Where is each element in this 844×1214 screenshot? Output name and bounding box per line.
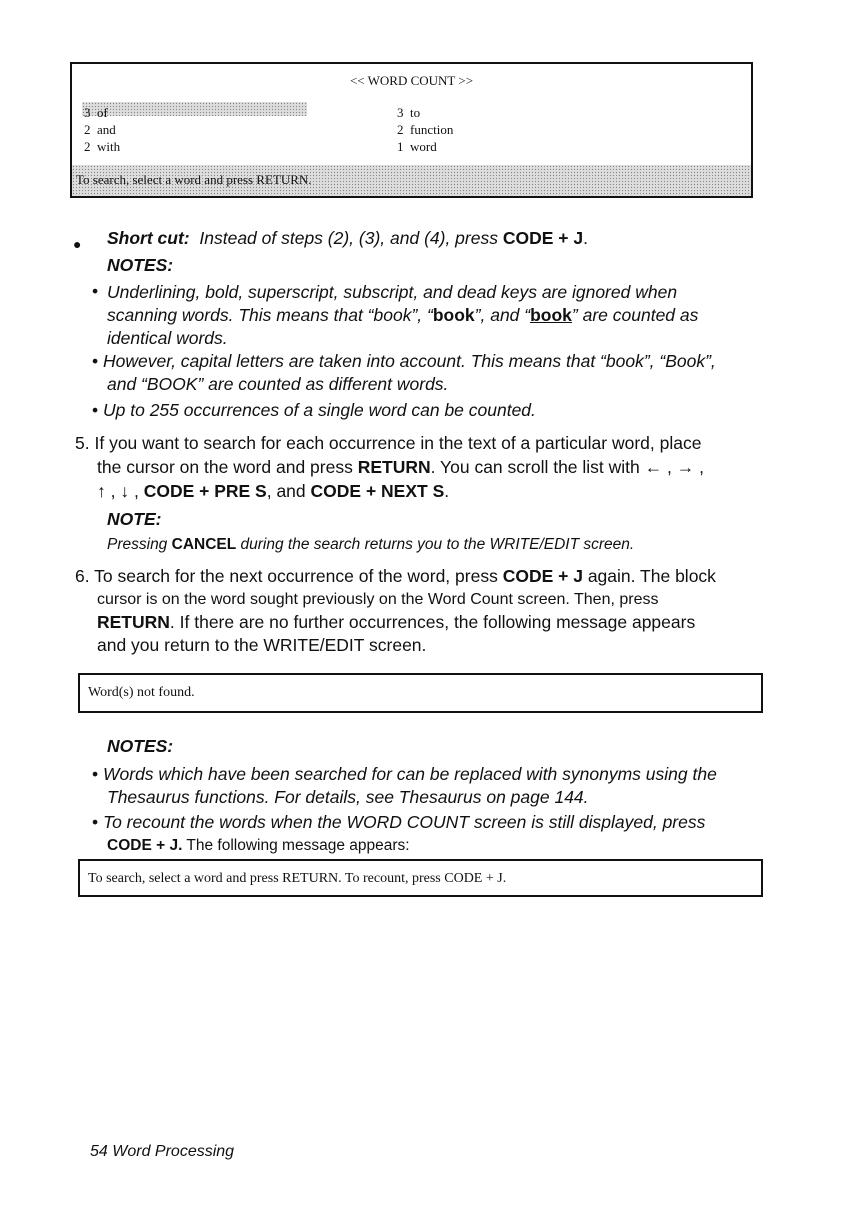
word-count-screen (70, 62, 753, 198)
message-box (78, 673, 763, 713)
step-6: 6. To search for the next occurrence of the word, press CODE + J again. The block cursor is on the word sought previously on the Word Count screen. Then, press RETURN. If there are no further occurrences, the following message appears and you return to the WRITE/EDIT screen. (75, 566, 716, 655)
word-row[interactable]: 2 function (397, 122, 454, 137)
page-footer: 54 Word Processing (90, 1143, 235, 1160)
notes-heading: NOTES: (107, 255, 174, 275)
word-row[interactable]: 1 word (397, 139, 437, 154)
status-bar (72, 165, 751, 196)
bullet: ● (73, 236, 82, 252)
shortcut-line: Short cut: Instead of steps (2), (3), and (4), press CODE + J. (107, 228, 588, 248)
note-item: • To recount the words when the WORD COUNT screen is still displayed, press CODE + J. The following message appears: (92, 812, 706, 854)
word-row[interactable]: 2 and (84, 122, 116, 137)
bullet: • (92, 281, 99, 301)
screen-title: << WORD COUNT >> (349, 73, 474, 88)
word-row[interactable]: 3 of (84, 105, 108, 120)
notes-heading-2: NOTES: (107, 736, 174, 756)
word-list-right (397, 104, 453, 155)
note-item: • Words which have been searched for can be replaced with synonyms using the Thesaurus functions. For details, see Thesaurus on page 144. (92, 764, 717, 807)
message-text: Word(s) not found. (88, 685, 195, 700)
word-list-left (84, 104, 120, 155)
note-text: Pressing CANCEL during the search returns you to the WRITE/EDIT screen. (107, 536, 635, 553)
word-row[interactable]: 2 with (84, 139, 121, 154)
note-item: • Up to 255 occurrences of a single word can be counted. (92, 400, 536, 420)
note-item: • However, capital letters are taken into account. This means that “book”, “Book”, and “BOOK” are counted as different words. (92, 351, 716, 394)
status-text: To search, select a word and press RETURN. (76, 172, 312, 187)
message-box-2 (78, 859, 763, 897)
notes-list: Underlining, bold, superscript, subscript, and dead keys are ignored when scanning words. This means that “book”, “book”, and “book” are counted as identical words. (107, 282, 699, 348)
word-row[interactable]: 3 to (397, 105, 421, 120)
step-5: 5. If you want to search for each occurrence in the text of a particular word, place the cursor on the word and press RETURN. You can scroll the list with ← , → , ↑ , ↓ , CODE + PRE S, and CODE + NEXT S. (75, 433, 704, 501)
note-heading: NOTE: (107, 509, 162, 529)
message-text: To search, select a word and press RETURN. To recount, press CODE + J. (88, 871, 507, 886)
